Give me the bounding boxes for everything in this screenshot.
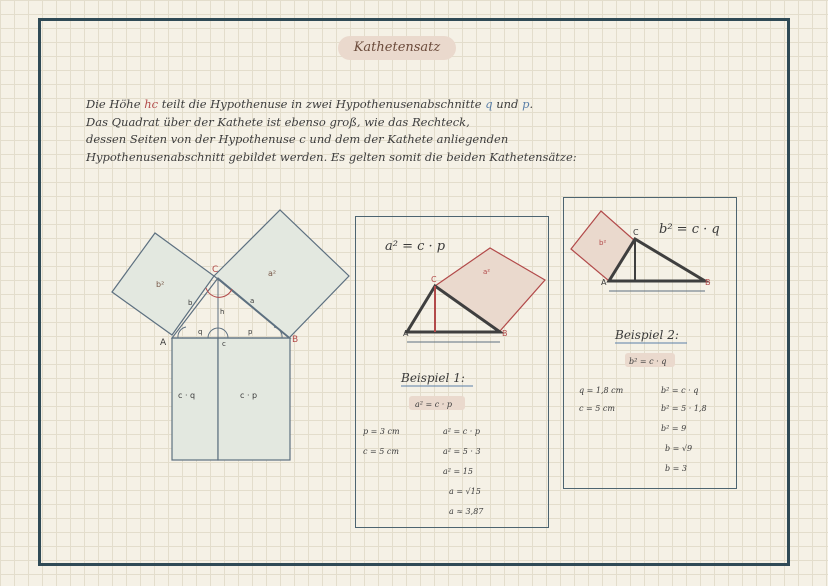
side-a-label: a — [250, 297, 255, 305]
box1-step-3: a² = 15 — [443, 467, 473, 476]
segment-c-label: c — [222, 340, 226, 348]
box1-square-a — [435, 248, 545, 331]
square-a — [214, 210, 349, 338]
intro-line-4: Hypothenusenabschnitt gebildet werden. Es gelten somit die beiden Kathetensätze: — [86, 149, 577, 164]
box2-vertex-a: A — [601, 278, 607, 287]
intro-line-2: Das Quadrat über der Kathete ist ebenso groß, wie das Rechteck, — [86, 114, 470, 129]
vertex-b: B — [292, 335, 299, 345]
rect-cq-label: c · q — [178, 391, 196, 400]
box2-vertex-c: C — [633, 228, 639, 237]
box1-formula: a² = c · p — [385, 239, 446, 254]
box1-step-5: a ≈ 3,87 — [449, 507, 484, 516]
box2-example-formula: b² = c · q — [629, 357, 667, 366]
box2-vertex-b: B — [705, 278, 711, 287]
box1-step-2: a² = 5 · 3 — [443, 447, 481, 456]
box1-given-c: c = 5 cm — [363, 447, 399, 456]
square-a-label: a² — [268, 269, 277, 278]
square-b-label: b² — [156, 280, 165, 289]
segment-p-label: p — [248, 328, 253, 336]
side-b-label: b — [188, 299, 193, 307]
box2-step-3: b² = 9 — [661, 424, 687, 433]
rect-cp-label: c · p — [240, 391, 258, 400]
box1-step-4: a = √15 — [449, 487, 481, 496]
box2-example-title: Beispiel 2: — [615, 328, 679, 342]
intro-text-part: . — [529, 97, 534, 111]
box2-step-5: b = 3 — [665, 464, 687, 473]
q-symbol: q — [485, 97, 493, 111]
box2-square-label: b² — [599, 239, 607, 247]
box1-given-p: p = 3 cm — [363, 427, 400, 436]
box2-given-q: q = 1,8 cm — [579, 386, 624, 395]
box2-step-2: b² = 5 · 1,8 — [661, 404, 707, 413]
box2-given-c: c = 5 cm — [579, 404, 615, 413]
box1-step-1: a² = c · p — [443, 427, 480, 436]
p-symbol: p — [522, 97, 530, 111]
box1-vertex-a: A — [403, 329, 409, 338]
hc-symbol: hc — [144, 97, 159, 111]
box2-formula: b² = c · q — [659, 222, 720, 237]
height-label: h — [220, 308, 225, 316]
box1-example-formula: a² = c · p — [415, 400, 452, 409]
box2-content — [563, 197, 737, 489]
intro-text-part: Die Höhe — [86, 97, 145, 111]
segment-q-label: q — [198, 328, 203, 336]
box1-square-label: a² — [483, 268, 491, 276]
intro-text-part: und — [492, 97, 523, 111]
box1-vertex-b: B — [502, 329, 508, 338]
intro-line-3: dessen Seiten von der Hypothenuse c und dem der Kathete anliegenden — [86, 132, 509, 146]
box2-step-4: b = √9 — [665, 444, 693, 453]
page-title: Kathetensatz — [338, 36, 456, 60]
vertex-c: C — [212, 265, 219, 275]
box1-content — [355, 216, 549, 528]
vertex-a: A — [160, 338, 167, 348]
box2-step-1: b² = c · q — [661, 386, 699, 395]
intro-text-part: teilt die Hypothenuse in zwei Hypothenusenabschnitte — [158, 97, 486, 111]
box1-example-title: Beispiel 1: — [401, 371, 465, 385]
box1-vertex-c: C — [431, 275, 437, 284]
